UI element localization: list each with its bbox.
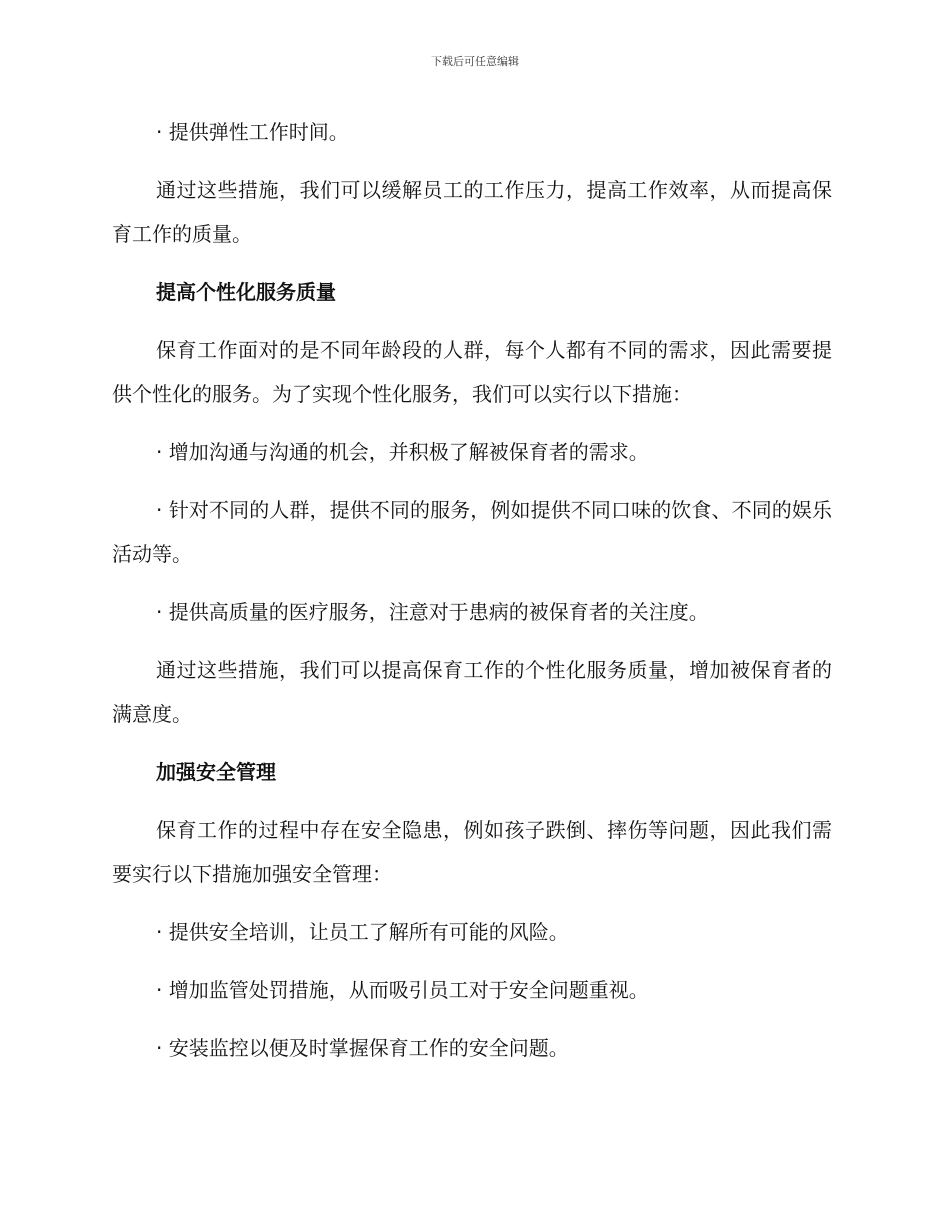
bullet-item: · 提供高质量的医疗服务，注意对于患病的被保育者的关注度。 [156, 600, 709, 624]
bullet-item: · 提供弹性工作时间。 [156, 120, 349, 144]
document-body [112, 110, 832, 1084]
bullet-item: · 增加监管处罚措施，从而吸引员工对于安全问题重视。 [156, 978, 649, 1002]
bullet-item: · 增加沟通与沟通的机会，并积极了解被保育者的需求。 [156, 440, 649, 464]
page-header: 下载后可任意编辑 [431, 55, 519, 68]
body-paragraph: 通过这些措施，我们可以缓解员工的工作压力，提高工作效率，从而提高保育工作的质量。 [112, 178, 832, 246]
section-heading: 提高个性化服务质量 [156, 280, 336, 304]
body-paragraph: 保育工作面对的是不同年龄段的人群，每个人都有不同的需求，因此需要提供个性化的服务。为了实现个性化服务，我们可以实行以下措施： [112, 338, 832, 406]
section-heading: 加强安全管理 [156, 760, 276, 784]
bullet-item: · 安装监控以便及时掌握保育工作的安全问题。 [156, 1036, 569, 1060]
bullet-item: · 提供安全培训，让员工了解所有可能的风险。 [156, 920, 569, 944]
body-paragraph: 通过这些措施，我们可以提高保育工作的个性化服务质量，增加被保育者的满意度。 [112, 658, 832, 726]
body-paragraph: 保育工作的过程中存在安全隐患，例如孩子跌倒、摔伤等问题，因此我们需要实行以下措施加强安全管理： [112, 818, 832, 886]
bullet-item: · 针对不同的人群，提供不同的服务，例如提供不同口味的饮食、不同的娱乐活动等。 [112, 498, 832, 566]
